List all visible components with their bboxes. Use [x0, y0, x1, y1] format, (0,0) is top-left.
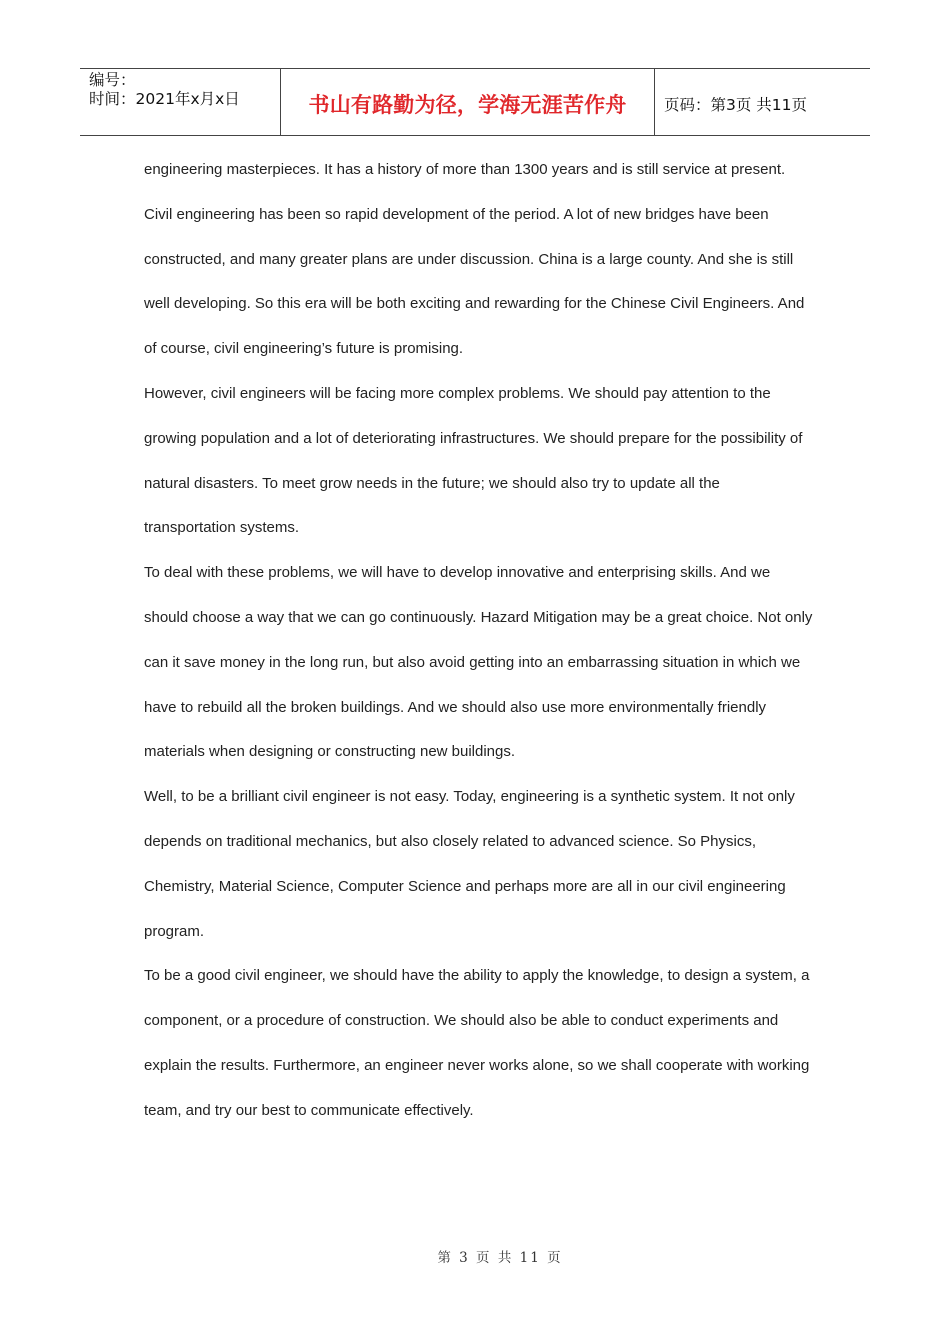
page-footer	[0, 1246, 950, 1266]
header-motto	[281, 69, 655, 135]
paragraph: To be a good civil engineer, we should have the ability to apply the knowledge, to design a system, a component, or a procedure of construction. We should also be able to conduct experiments and explain the results. Furthermore, an engineer never works alone, so we shall cooperate with working team, and try our best to communicate effectively.	[144, 967, 810, 1119]
paragraph: engineering masterpieces. It has a history of more than 1300 years and is still service at present.	[144, 161, 786, 178]
paragraph: However, civil engineers will be facing more complex problems. We should pay attention to the growing population and a lot of deteriorating infrastructures. We should prepare for the possibility of natural disasters. To meet grow needs in the future; we should also try to update all the transportation systems.	[144, 384, 803, 537]
header-meta	[80, 69, 281, 135]
serial-number-label: 编号：	[89, 71, 136, 89]
date-label: 时间：2021年x月x日	[89, 90, 240, 108]
paragraph: Civil engineering has been so rapid development of the period. A lot of new bridges have been constructed, and many greater plans are under discussion. China is a large county. And she is still well developing. So this era will be both exciting and rewarding for the Chinese Civil Engineers. And of course, civil engineering’s future is promising.	[144, 205, 805, 358]
paragraph: Well, to be a brilliant civil engineer is not easy. Today, engineering is a synthetic system. It not only depends on traditional mechanics, but also closely related to advanced science. So Physics, Chemistry, Material Science, Computer Science and perhaps more are all in our civil engineering program.	[144, 788, 795, 940]
header-page-info	[655, 69, 870, 135]
page-header	[80, 68, 870, 136]
page-info-text: 页码：第3页 共11页	[664, 96, 808, 114]
footer-page-number: 第 3 页 共 11 页	[437, 1250, 563, 1266]
motto-text: 书山有路勤为径，学海无涯苦作舟	[308, 93, 627, 117]
paragraph: To deal with these problems, we will have to develop innovative and enterprising skills. And we should choose a way that we can go continuously. Hazard Mitigation may be a great choice. Not only can it save money in the long run, but also avoid getting into an embarrassing situation in which we have to rebuild all the broken buildings. And we should also use more environmentally friendly materials when designing or constructing new buildings.	[144, 564, 813, 761]
document-body	[144, 148, 814, 1134]
